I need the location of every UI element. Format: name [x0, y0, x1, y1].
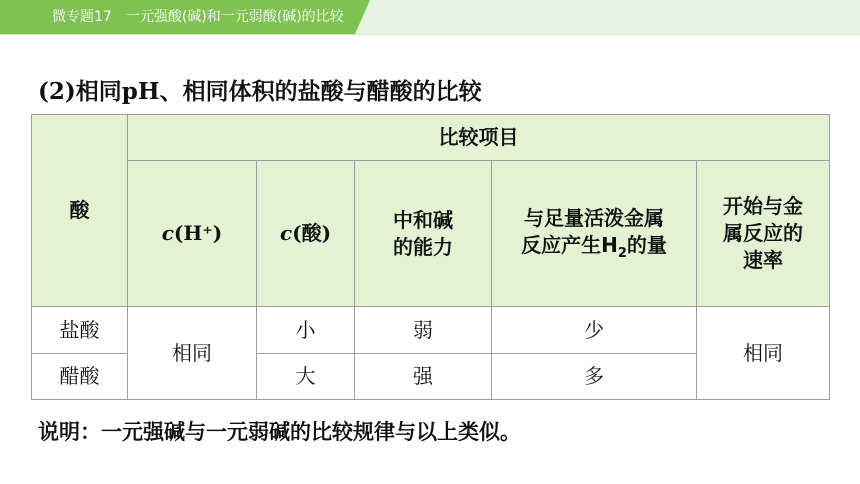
cell-rate-merged: 相同 [697, 307, 830, 400]
header-h-text: (H⁺) [173, 221, 223, 245]
header-initial-rate [697, 161, 830, 307]
table-header-row-2 [32, 161, 830, 307]
cell-acid-concentration: 小 [257, 307, 355, 354]
cell-acid-name: 盐酸 [32, 307, 128, 354]
table-row-hydrochloric [32, 307, 830, 354]
cell-neutralize: 弱 [355, 307, 492, 354]
top-banner-line [0, 34, 860, 35]
top-banner [0, 0, 860, 34]
header-comparison-items: 比较项目 [128, 115, 830, 161]
header-acid-var: c [279, 221, 293, 245]
header-neutralize-line1: 中和碱 [393, 207, 453, 232]
header-acid: 酸 [32, 115, 128, 307]
header-hydrogen-amount [492, 161, 697, 307]
header-rate-line1: 开始与金 [723, 194, 804, 218]
header-h-var: c [161, 221, 174, 245]
header-h-concentration [128, 161, 257, 307]
header-hydrogen-line2-pre: 反应产生H [521, 232, 618, 257]
table-header-row-1 [32, 115, 830, 161]
cell-acid-name: 醋酸 [32, 354, 128, 400]
cell-h-merged: 相同 [128, 307, 257, 400]
header-neutralize-line2: 的能力 [393, 234, 453, 259]
header-acid-concentration [257, 161, 355, 307]
explanation-note: 说明：一元强碱与一元弱碱的比较规律与以上类似。 [38, 419, 521, 444]
header-hydrogen-line1: 与足量活泼金属 [524, 205, 664, 230]
section-heading: (2)相同pH、相同体积的盐酸与醋酸的比较 [38, 78, 482, 105]
header-hydrogen-sub: 2 [617, 245, 627, 261]
header-hydrogen-line2-post: 的量 [626, 232, 667, 257]
header-rate-line2: 属反应的 [723, 221, 804, 245]
header-neutralize-ability [355, 161, 492, 307]
cell-hydrogen: 少 [492, 307, 697, 354]
topic-title: 微专题17 一元强酸(碱)和一元弱酸(碱)的比较 [52, 9, 344, 25]
header-rate-line3: 速率 [743, 248, 784, 272]
cell-hydrogen: 多 [492, 354, 697, 400]
cell-acid-concentration: 大 [257, 354, 355, 400]
cell-neutralize: 强 [355, 354, 492, 400]
header-acid-text: (酸) [292, 221, 332, 245]
comparison-table [31, 114, 830, 400]
